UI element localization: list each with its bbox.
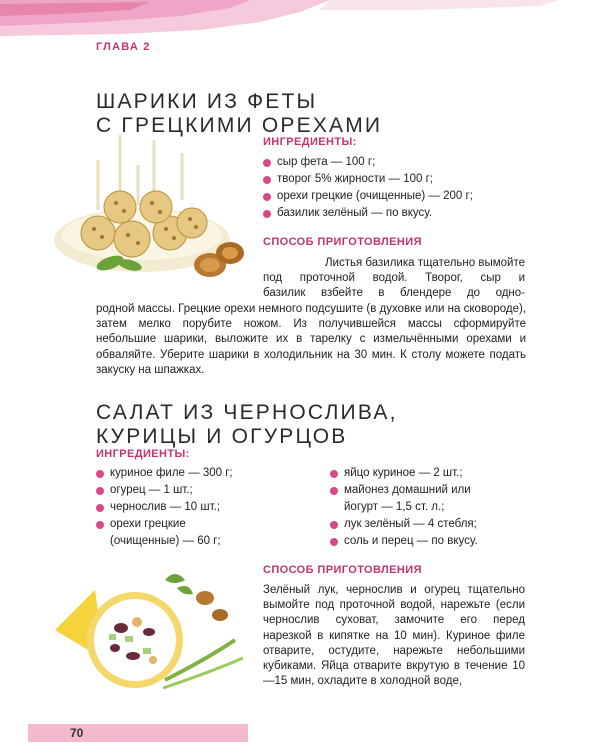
chapter-label: ГЛАВА 2 — [96, 41, 151, 53]
ingredient-item: орехи грецкие (очищенные) — 200 г; — [263, 188, 533, 205]
recipe1-ingredients-list — [263, 154, 533, 222]
ingredient-item: куриное филе — 300 г; — [96, 465, 296, 482]
ingredient-item: лук зелёный — 4 стебля; — [330, 516, 530, 533]
ingredient-item: майонез домашний или — [330, 482, 530, 499]
ingredient-item: соль и перец — по вкусу. — [330, 533, 530, 550]
recipe2-method-text: Зелёный лук, чернослив и огурец тщательно вымойте под проточной водой, нарежьте (если чернослив суховат, замочите его перед нарезкой в кипятке на 10 мин). Куриное филе отварите, остудите, нарежьте небольшими кубиками. Яйца отварите вкрутую в течение 10—15 мин, охладите в холодной воде, — [263, 584, 525, 688]
recipe2-ingredients-right — [330, 465, 530, 550]
recipe1-title-line2: С ГРЕЦКИМИ ОРЕХАМИ — [96, 114, 383, 137]
recipe2-title-line1: САЛАТ ИЗ ЧЕРНОСЛИВА, — [96, 401, 398, 424]
ingredient-item: орехи грецкие — [96, 516, 296, 533]
pink-watercolor-band — [0, 0, 600, 36]
recipe1-method-heading: СПОСОБ ПРИГОТОВЛЕНИЯ — [263, 236, 422, 248]
method-line: Листья базилика тщательно вымойте — [325, 257, 525, 269]
recipe1-title-line1: ШАРИКИ ИЗ ФЕТЫ — [96, 90, 318, 113]
ingredient-item: яйцо куриное — 2 шт.; — [330, 465, 530, 482]
ingredient-item: чернослив — 10 шт.; — [96, 499, 296, 516]
ingredient-item: творог 5% жирности — 100 г; — [263, 171, 533, 188]
recipe1-title — [96, 90, 382, 138]
method-line: под проточной водой. Творог, сыр и — [263, 272, 525, 285]
ingredient-item: огурец — 1 шт.; — [96, 482, 296, 499]
recipe1-ingredients-heading: ИНГРЕДИЕНТЫ: — [263, 136, 357, 148]
recipe2-method-heading: СПОСОБ ПРИГОТОВЛЕНИЯ — [263, 564, 422, 576]
recipe2-title — [96, 401, 398, 449]
page-number: 70 — [70, 726, 84, 740]
ingredient-item-continuation — [96, 533, 296, 550]
recipe2-ingredients-left — [96, 465, 296, 550]
top-decorative-band — [0, 0, 600, 36]
method-line: базилик взбейте в блендере до одно- — [263, 287, 525, 300]
recipe2-ingredients-heading: ИНГРЕДИЕНТЫ: — [96, 448, 190, 460]
page-number-bar — [28, 724, 248, 742]
salad-bowl-illustration — [55, 570, 255, 700]
ingredient-continuation-text: (очищенные) — 60 г; — [110, 535, 221, 547]
feta-balls-illustration — [50, 135, 250, 285]
ingredient-continuation-text: йогурт — 1,5 ст. л.; — [344, 501, 445, 513]
recipe1-method-text: родной массы. Грецкие орехи немного подсушите (в духовке или на сковороде), затем мелко порубите ножом. Из получившейся массы сформируйте небольшие шарики, выложите их в тарелку с измельчёнными орехами и обваляйте. Уберите шарики в холодильник на 30 мин. К столу можете подать закуску на шпажках. — [96, 303, 526, 376]
recipe1-method-intro — [263, 256, 525, 302]
ingredient-item: сыр фета — 100 г; — [263, 154, 533, 171]
ingredient-item: базилик зелёный — по вкусу. — [263, 205, 533, 222]
ingredient-item-continuation — [330, 499, 530, 516]
recipe2-title-line2: КУРИЦЫ И ОГУРЦОВ — [96, 425, 348, 448]
